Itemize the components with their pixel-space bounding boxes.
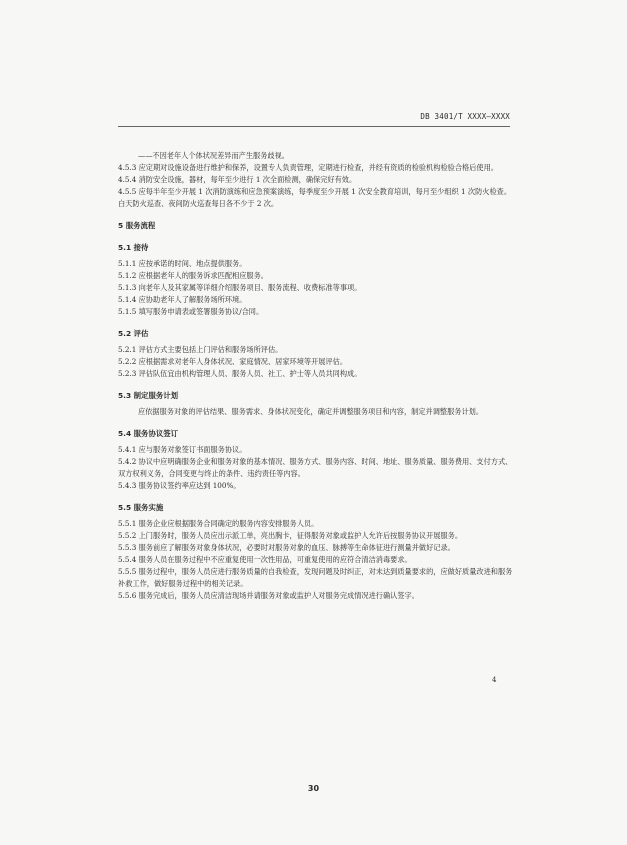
paragraph: 5.2.3 评估队伍宜由机构管理人员、服务人员、社工、护士等人员共同构成。 <box>118 369 362 378</box>
paragraph: 应依据服务对象的评估结果、服务需求、身体状况变化，确定并调整服务项目和内容，制定并调整服务计划。 <box>138 407 484 416</box>
paragraph: 5.1.3 向老年人及其家属等详细介绍服务项目、服务流程、收费标准等事项。 <box>118 283 362 292</box>
paragraph: 5.2.2 应根据需求对老年人身体状况、家庭情况、居家环境等开展评估。 <box>118 357 348 366</box>
paragraph: 5.5.1 服务企业应根据服务合同确定的服务内容安排服务人员。 <box>118 519 319 528</box>
paragraph: 4.5.5 应每半年至少开展 1 次消防演练和应急预案演练，每季度至少开展 1 次安全教育培训，每月至少组织 1 次防火检查。白天防火巡查、夜间防火巡查每日各不少于 2 次。 <box>118 187 512 208</box>
paragraph: ——不因老年人个体状况差异而产生服务歧视。 <box>138 151 289 160</box>
section-heading: 5.1 接待 <box>118 243 149 252</box>
paragraph: 5.1.1 应按承诺的时间、地点提供服务。 <box>118 259 247 268</box>
section-heading: 5 服务流程 <box>118 221 156 230</box>
document-body <box>118 150 514 602</box>
paragraph: 5.4.1 应与服务对象签订书面服务协议。 <box>118 445 247 454</box>
header-rule <box>118 126 510 127</box>
paragraph: 5.4.2 协议中应明确服务企业和服务对象的基本情况、服务方式、服务内容、时间、地址、服务质量、服务费用、支付方式、双方权利义务，合同变更与终止的条件、违约责任等内容。 <box>118 457 513 478</box>
section-heading: 5.5 服务实施 <box>118 503 164 512</box>
section-heading: 5.2 评估 <box>118 329 149 338</box>
paragraph: 5.5.3 服务前应了解服务对象身体状况，必要时对服务对象的血压、脉搏等生命体征进行测量并做好记录。 <box>118 543 455 552</box>
paragraph: 5.2.1 评估方式主要包括上门评估和服务场所评估。 <box>118 345 283 354</box>
paragraph: 5.1.2 应根据老年人的服务诉求匹配相应服务。 <box>118 271 268 280</box>
inner-page-number: 4 <box>492 676 497 684</box>
paragraph: 5.1.4 应协助老年人了解服务场所环境。 <box>118 295 247 304</box>
paragraph: 5.1.5 填写服务申请表或签署服务协议/合同。 <box>118 307 264 316</box>
paragraph: 5.4.3 服务协议签约率应达到 100%。 <box>118 481 241 490</box>
section-heading: 5.3 制定服务计划 <box>118 391 179 400</box>
paragraph: 5.5.2 上门服务时，服务人员应出示派工单，亮出胸卡，征得服务对象或监护人允许后按服务协议开展服务。 <box>118 531 463 540</box>
paragraph: 5.5.5 服务过程中，服务人员应进行服务质量的自我检查，发现问题及时纠正，对未达到质量要求的，应做好质量改进和服务补救工作，做好服务过程中的相关记录。 <box>118 567 513 588</box>
paragraph: 5.5.4 服务人员在服务过程中不应重复使用一次性用品，可重复使用的应符合清洁消毒要求。 <box>118 555 412 564</box>
paragraph: 4.5.4 消防安全设施，器材，每年至少进行 1 次全面检测，确保完好有效。 <box>118 175 357 184</box>
section-heading: 5.4 服务协议签订 <box>118 429 179 438</box>
footer-page-number: 30 <box>307 784 320 793</box>
paragraph: 5.5.6 服务完成后，服务人员应清洁现场并请服务对象或监护人对服务完成情况进行确认签字。 <box>118 591 419 600</box>
paragraph: 4.5.3 应定期对设施设备进行维护和保养，设置专人负责管理，定期进行检查，并经有资质的检验机构检验合格后使用。 <box>118 163 498 172</box>
document-code: DB 3401/T XXXX—XXXX <box>420 112 510 121</box>
